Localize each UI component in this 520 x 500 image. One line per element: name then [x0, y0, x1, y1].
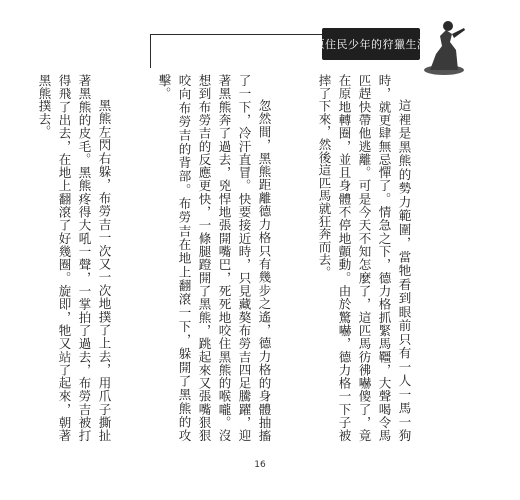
body-text	[37, 74, 454, 442]
hunter-figure-icon	[418, 16, 470, 76]
paragraph: 忽然間，黑熊距離德力格只有幾步之遙，德力格的身體抽搐了一下，冷汗直冒。快要接近時，只見藏獒布勞吉四足騰躍，迎著黑熊奔了過去，兇悍地張開嘴巴，死死地咬住黑熊的喉嚨。沒想到布勞吉的反應更快，一條腿蹬開了黑熊，跳起來又張嘴狠狠咬向布勞吉的背部。布勞吉在地上翻滾一下，躲開了黑熊的攻擊。	[157, 74, 272, 442]
page-number: 16	[254, 460, 266, 470]
paragraph: 這裡是黑熊的勢力範圍，當牠看到眼前只有一人一馬一狗時，就更肆無忌憚了。情急之下，德力格抓緊馬韁，大聲喝令馬匹趕快帶他逃離。可是今天不知怎麼了，這匹馬彷彿嚇傻了，竟在原地轉圈，並且身體不停地顫動。由於驚嚇，德力格一下子被摔了下來，然後這匹馬就狂奔而去。	[317, 74, 412, 442]
vertical-text-columns	[37, 74, 454, 442]
header-title-badge	[313, 28, 429, 60]
paragraph: 黑熊左閃右躲，布勞吉一次又一次地撲了上去，用爪子撕扯著黑熊的皮毛。黑熊疼得大吼一聲，一掌拍了過去，布勞吉被打得飛了出去，在地上翻滾了好幾圈。旋即，牠又站了起來，朝著黑熊撲去。	[37, 74, 112, 442]
header-rule-left	[150, 34, 151, 68]
header-title: 原住民少年的狩獵生活	[313, 38, 429, 51]
